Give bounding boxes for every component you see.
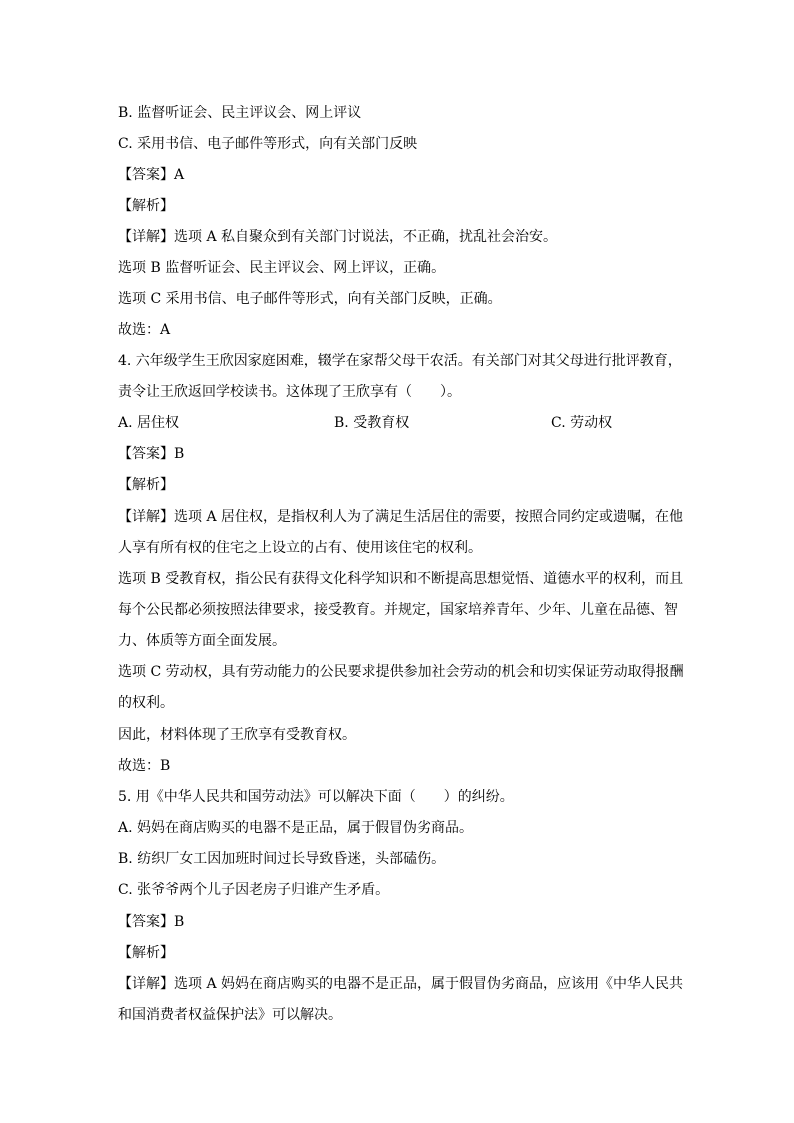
text-line: B. 纺织厂女工因加班时间过长导致昏迷，头部磕伤。 (118, 851, 446, 867)
text-line: C. 张爷爷两个儿子因老房子归谁产生矛盾。 (118, 882, 390, 898)
question-4: 4. 六年级学生王欣因家庭困难，辍学在家帮父母干农活。有关部门对其父母进行批评教育， (118, 353, 682, 369)
text-line: 【详解】选项 A 居住权，是指权利人为了满足生活居住的需要，按照合同约定或遗嘱，在他 (118, 509, 684, 525)
analysis-label: 【解析】 (118, 477, 174, 493)
text-line: 故选：B (118, 758, 171, 774)
text-line: C. 采用书信、电子邮件等形式，向有关部门反映 (118, 136, 418, 152)
text-line: 因此，材料体现了王欣享有受教育权。 (118, 727, 356, 743)
text-line: B. 监督听证会、民主评议会、网上评议 (118, 105, 362, 121)
answer-label: 【答案】B (118, 914, 185, 930)
text-line: 的权利。 (118, 695, 174, 711)
text-line: 选项 C 劳动权，具有劳动能力的公民要求提供参加社会劳动的机会和切实保证劳动取得报酬 (118, 664, 684, 680)
text-line: A. 妈妈在商店购买的电器不是正品，属于假冒伪劣商品。 (118, 820, 474, 836)
text-line: 人享有所有权的住宅之上设立的占有、使用该住宅的权利。 (118, 540, 482, 556)
text-line: 选项 B 受教育权，指公民有获得文化科学知识和不断提高思想觉悟、道德水平的权利，而且 (118, 571, 684, 587)
answer-label: 【答案】B (118, 446, 185, 462)
q4-option-b: B. 受教育权 (334, 415, 410, 431)
q4-option-a: A. 居住权 (118, 415, 180, 431)
text-line: 和国消费者权益保护法》可以解决。 (118, 1007, 342, 1023)
q4-option-c: C. 劳动权 (551, 415, 613, 431)
text-line: 【详解】选项 A 妈妈在商店购买的电器不是正品，属于假冒伪劣商品，应该用《中华人民共 (118, 976, 684, 992)
text-line: 责令让王欣返回学校读书。这体现了王欣享有（ ）。 (118, 384, 461, 400)
analysis-label: 【解析】 (118, 945, 174, 961)
text-line: 选项 C 采用书信、电子邮件等形式，向有关部门反映，正确。 (118, 291, 502, 307)
text-line: 故选：A (118, 322, 171, 338)
analysis-label: 【解析】 (118, 198, 174, 214)
text-line: 每个公民都必须按照法律要求，接受教育。并规定，国家培养青年、少年、儿童在品德、智 (118, 602, 678, 618)
question-5: 5. 用《中华人民共和国劳动法》可以解决下面（ ）的纠纷。 (118, 789, 514, 805)
answer-label: 【答案】A (118, 167, 185, 183)
text-line: 选项 B 监督听证会、民主评议会、网上评议，正确。 (118, 260, 446, 276)
text-line: 【详解】选项 A 私自聚众到有关部门讨说法，不正确，扰乱社会治安。 (118, 229, 558, 245)
text-line: 力、体质等方面全面发展。 (118, 633, 286, 649)
